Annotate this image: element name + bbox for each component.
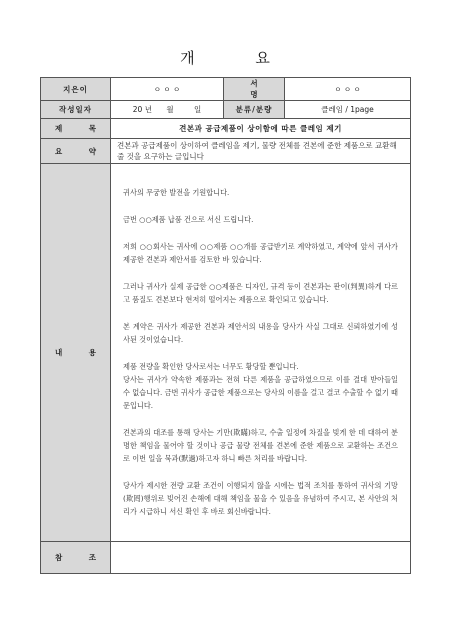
content-paragraph: 저희 ○○회사는 귀사에 ○○제품 ○○개를 공급받기로 계약하였고, 계약에 앞서 귀사가 제공한 견본과 제안서를 검토한 바 있습니다. [123, 242, 398, 264]
category-value: 클레임 / 1page [285, 101, 411, 119]
content-body [111, 164, 411, 542]
date-year: 20 년 [132, 105, 152, 114]
date-value [111, 101, 224, 119]
category-label: 분류/분량 [224, 101, 285, 119]
content-paragraph: 제품 전량을 확인한 당사로서는 너무도 황당할 뿐입니다. 당사는 귀사가 약속한 제품과는 전혀 다른 제품을 공급하였으므로 이를 결대 받아들일 수 없습니다. 금번 귀사가 공급한 제품으로는 당사의 이름을 걸고 결코 수출할 수 없기 때문입니다. [123, 362, 398, 410]
content-paragraph: 당사가 제시한 전량 교환 조건이 이행되지 않을 시에는 법적 조치를 통하여 귀사의 기망(欺罔)행위로 빚어진 손해에 대해 책임을 물을 수 있음을 유념하여 주시고, 본 사안의 처리가 시급하니 서신 확인 후 바로 회신바랍니다. [123, 481, 398, 516]
content-paragraph: 본 계약은 귀사가 제공한 견본과 제안서의 내용을 당사가 사실 그대로 신뢰하였기에 성사된 것이었습니다. [123, 322, 398, 344]
overview-form [40, 77, 411, 574]
reference-value [111, 542, 411, 574]
document-title: 개 요 [180, 49, 298, 67]
subject-value: 견본과 공급제품이 상이함에 따른 클레임 제기 [111, 119, 411, 139]
content-paragraph: 견본과의 대조를 통해 당사는 기만(欺瞞)하고, 수출 일정에 차질을 빚게 한 데 대하여 분명한 책임을 물어야 할 것이나 공급 물량 전체를 견본에 준한 제품으로 교환하는 조건으로 이번 일을 묵과(默過)하고자 하니 빠른 처리를 바랍니다. [123, 428, 398, 463]
author-value: ㅇ ㅇ ㅇ [111, 78, 224, 101]
content-paragraph: 귀사의 무궁한 발전을 기원합니다. [123, 188, 230, 197]
content-label: 내 용 [41, 164, 111, 542]
subject-label: 제 목 [41, 119, 111, 139]
author-label: 지은이 [41, 78, 111, 101]
signature-value: ㅇ ㅇ ㅇ [285, 78, 411, 101]
date-day: 일 [193, 105, 202, 114]
summary-value: 견본과 공급제품이 상이하여 클레임을 제기, 물량 전체를 견본에 준한 제품으로 교환해 줄 것을 요구하는 글입니다 [111, 139, 411, 164]
reference-label: 참 조 [41, 542, 111, 574]
summary-label: 요 약 [41, 139, 111, 164]
content-paragraph: 금번 ○○제품 납품 건으로 서신 드립니다. [123, 215, 254, 224]
content-paragraph: 그러나 귀사가 실제 공급한 ○○제품은 디자인, 규격 등이 견본과는 판이(判異)하게 다르고 품질도 견본보다 현저히 떨어지는 제품으로 확인되고 있습니다. [123, 282, 398, 304]
date-month: 월 [166, 105, 174, 114]
signature-label: 서 명 [224, 78, 285, 101]
date-label: 작성일자 [41, 101, 111, 119]
